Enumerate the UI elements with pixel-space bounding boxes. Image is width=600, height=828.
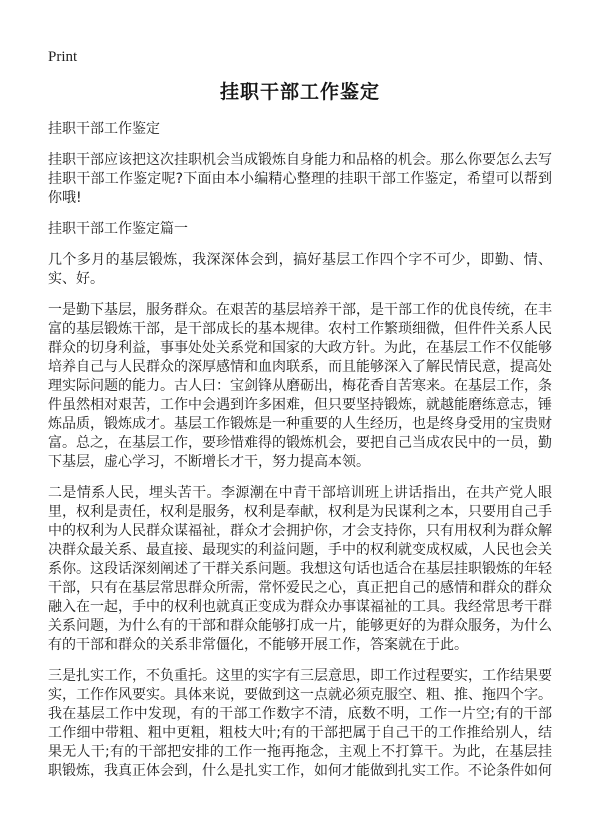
paragraph: 二是情系人民，埋头苦干。李源潮在中青干部培训班上讲话指出，在共产党人眼里，权利是责任，权利是服务，权利是奉献，权利是为民谋利之本，只要用自己手中的权利为人民群众谋福祉，群众才会拥护你，才会支持你，只有用权利为群众解决群众最关系、最直接、最现实的利益问题，手中的权利就变成权威，人民也会关系你。这段话深刻阐述了干群关系问题。我想这句话也适合在基层挂职锻炼的年轻干部，只有在基层常思群众所需，常怀爱民之心，真正把自己的感情和群众的群众融入在一起，手中的权利也就真正变成为群众办事谋福祉的工具。我经常思考干群关系问题，为什么有的干部和群众能够打成一片，能够更好的为群众服务，为什么有的干部和群众的关系非常僵化，不能够开展工作，答案就在于此。 [48,485,552,653]
intro-paragraph: 挂职干部应该把这次挂职机会当成锻炼自身能力和品格的机会。那么你要怎么去写挂职干部工作鉴定呢?下面由本小编精心整理的挂职干部工作鉴定，希望可以帮到你哦! [48,152,552,206]
section-heading: 挂职干部工作鉴定篇一 [48,221,188,237]
print-link[interactable]: Print [48,49,78,65]
page-title: 挂职干部工作鉴定 [219,81,380,103]
article-subtitle: 挂职干部工作鉴定 [48,121,160,137]
paragraph: 几个多月的基层锻炼，我深深体会到，搞好基层工作四个字不可少，即勤、情、实、好。 [48,252,552,287]
article-body [48,120,552,781]
paragraph: 一是勤下基层，服务群众。在艰苦的基层培养干部，是干部工作的优良传统，在丰富的基层锻炼干部，是干部成长的基本规律。农村工作繁琐细微，但件件关系人民群众的切身利益，事事处处关系党和国家的大政方针。为此，在基层工作不仅能够培养自己与人民群众的深厚感情和血肉联系，而且能够深入了解民情民意，提高处理实际问题的能力。古人曰：宝剑锋从磨砺出，梅花香自苦寒来。在基层工作，条件虽然相对艰苦，工作中会遇到许多困难，但只要坚持锻炼，就越能磨练意志，锤炼品质，锻炼成才。基层工作锻炼是一种重要的人生经历，也是终身受用的宝贵财富。总之，在基层工作，要珍惜难得的锻炼机会，要把自己当成农民中的一员，勤下基层，虚心学习，不断增长才干，努力提高本领。 [48,302,552,470]
print-bar [48,46,552,66]
paragraph: 三是扎实工作，不负重托。这里的实字有三层意思，即工作过程要实，工作结果要实，工作作风要实。具体来说，要做到这一点就必须克服空、粗、推、拖四个字。我在基层工作中发现，有的干部工作数字不清，底数不明，工作一片空;有的干部工作细中带粗、粗中更粗，粗枝大叶;有的干部把属于自己干的工作推给别人，结果无人干;有的干部把安排的工作一拖再拖念，主观上不打算干。为此，在基层挂职锻炼，我真正体会到，什么是扎实工作，如何才能做到扎实工作。不论条件如何 [48,668,552,779]
